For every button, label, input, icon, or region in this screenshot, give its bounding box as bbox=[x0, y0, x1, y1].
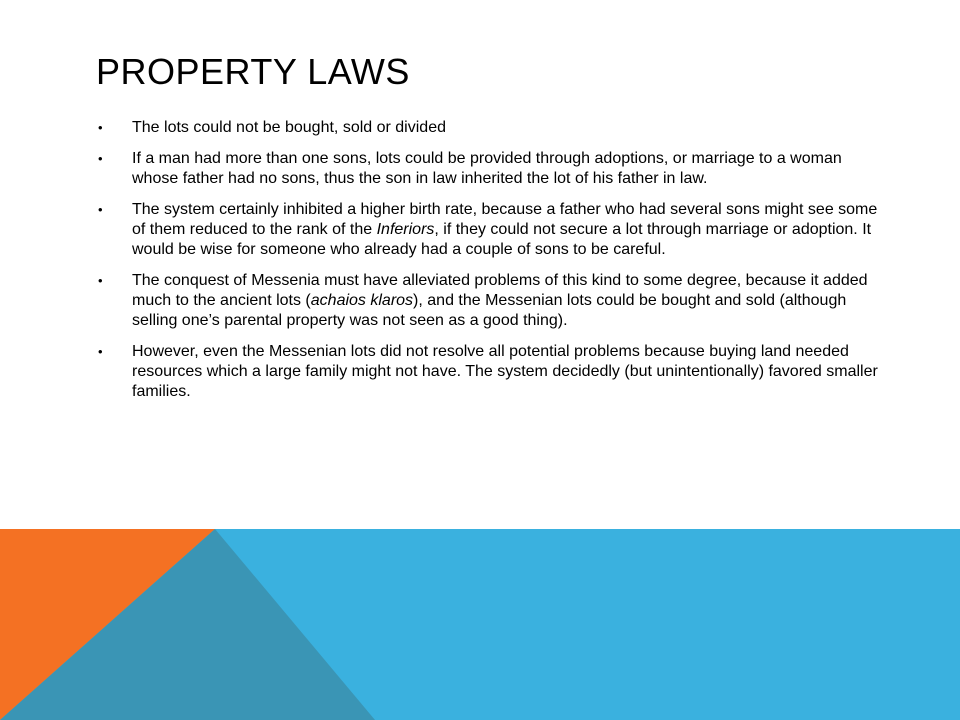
bullet-item bbox=[98, 118, 878, 138]
bullet-icon: • bbox=[98, 202, 103, 217]
bullet-icon: • bbox=[98, 151, 103, 166]
italic-term: Inferiors bbox=[376, 221, 435, 238]
bullet-item bbox=[98, 271, 878, 331]
italic-term: achaios klaros bbox=[310, 292, 414, 309]
bullet-text: The lots could not be bought, sold or divided bbox=[132, 119, 446, 136]
bullet-icon: • bbox=[98, 273, 103, 288]
slide-title: PROPERTY LAWS bbox=[96, 51, 410, 92]
decorative-footer-graphic bbox=[0, 529, 960, 720]
bullet-text: If a man had more than one sons, lots could be provided through adoptions, or marriage to a woman whose father had no sons, thus the son in law inherited the lot of his father in law. bbox=[132, 150, 842, 187]
bullet-item bbox=[98, 149, 878, 189]
bullet-text: The system certainly inhibited a higher birth rate, because a father who had several sons might see some of them reduced to the rank of the Inferiors, if they could not secure a lot through marriage or adoption. It would be wise for someone who already had a couple of sons to be careful. bbox=[132, 201, 878, 258]
bullet-text: However, even the Messenian lots did not resolve all potential problems because buying land needed resources which a large family might not have. The system decidedly (but unintentionally) favored smaller families. bbox=[132, 343, 878, 400]
bullet-text: The conquest of Messenia must have alleviated problems of this kind to some degree, because it added much to the ancient lots (achaios klaros), and the Messenian lots could be bought and sold (although selling one’s parental property was not seen as a good thing). bbox=[132, 272, 868, 329]
bullet-icon: • bbox=[98, 120, 103, 135]
bullet-item bbox=[98, 200, 878, 260]
bullet-list bbox=[98, 118, 878, 413]
bullet-icon: • bbox=[98, 344, 103, 359]
bullet-item bbox=[98, 342, 878, 402]
